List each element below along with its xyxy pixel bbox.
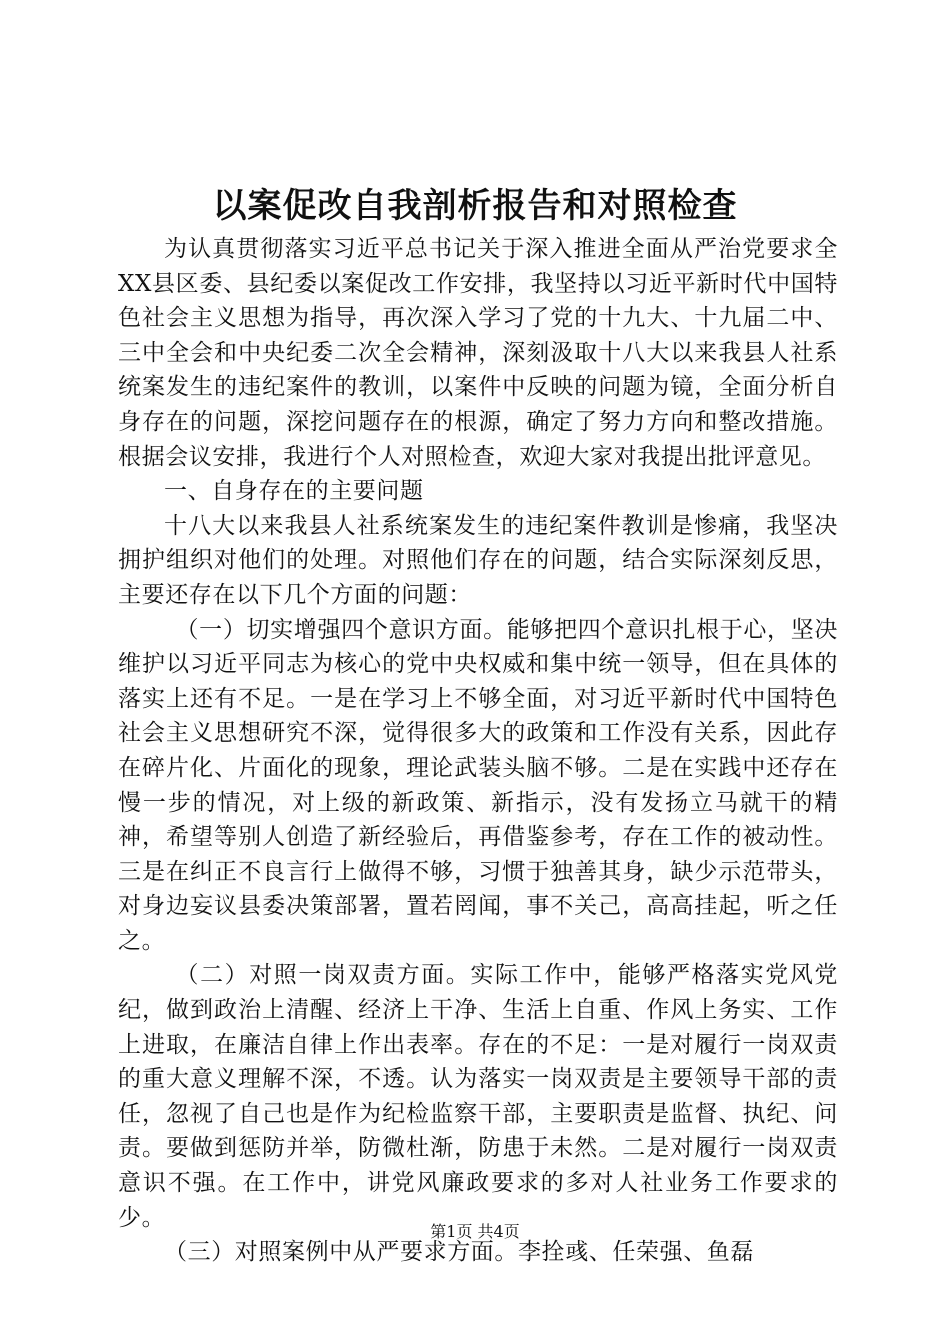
document-body	[118, 232, 838, 1270]
section-intro-paragraph: 十八大以来我县人社系统案发生的违纪案件教训是惨痛，我坚决拥护组织对他们的处理。对照他们存在的问题，结合实际深刻反思，主要还存在以下几个方面的问题：	[118, 512, 838, 608]
intro-paragraph: 为认真贯彻落实习近平总书记关于深入推进全面从严治党要求全XX县区委、县纪委以案促改工作安排，我坚持以习近平新时代中国特色社会主义思想为指导，再次深入学习了党的十九大、十九届二中、三中全会和中央纪委二次全会精神，深刻汲取十八大以来我县人社系统案发生的违纪案件的教训，以案件中反映的问题为镜，全面分析自身存在的问题，深挖问题存在的根源，确定了努力方向和整改措施。根据会议安排，我进行个人对照检查，欢迎大家对我提出批评意见。	[118, 236, 838, 470]
document-title: 以案促改自我剖析报告和对照检查	[212, 186, 738, 226]
section-heading: 一、自身存在的主要问题	[164, 478, 424, 505]
subsection-1-paragraph: （一）切实增强四个意识方面。能够把四个意识扎根于心，坚决维护以习近平同志为核心的党中央权威和集中统一领导，但在具体的落实上还有不足。一是在学习上不够全面，对习近平新时代中国特色社会主义思想研究不深，觉得很多大的政策和工作没有关系，因此存在碎片化、片面化的现象，理论武装头脑不够。二是在实践中还存在慢一步的情况，对上级的新政策、新指示，没有发扬立马就干的精神，希望等别人创造了新经验后，再借鉴参考，存在工作的被动性。三是在纠正不良言行上做得不够，习惯于独善其身，缺少示范带头，对身边妄议县委决策部署，置若罔闻，事不关己，高高挂起，听之任之。	[118, 616, 838, 954]
subsection-3-paragraph: （三）对照案例中从严要求方面。李拴彧、任荣强、鱼磊	[164, 1239, 754, 1266]
page-number-footer: 第1页 共4页	[430, 1222, 520, 1241]
subsection-2-paragraph: （二）对照一岗双责方面。实际工作中，能够严格落实党风党纪，做到政治上清醒、经济上干净、生活上自重、作风上务实、工作上进取，在廉洁自律上作出表率。存在的不足：一是对履行一岗双责的重大意义理解不深，不透。认为落实一岗双责是主要领导干部的责任，忽视了自己也是作为纪检监察干部，主要职责是监督、执纪、问责。要做到惩防并举，防微杜渐，防患于未然。二是对履行一岗双责意识不强。在工作中，讲党风廉政要求的多对人社业务工作要求的少。	[118, 962, 838, 1231]
